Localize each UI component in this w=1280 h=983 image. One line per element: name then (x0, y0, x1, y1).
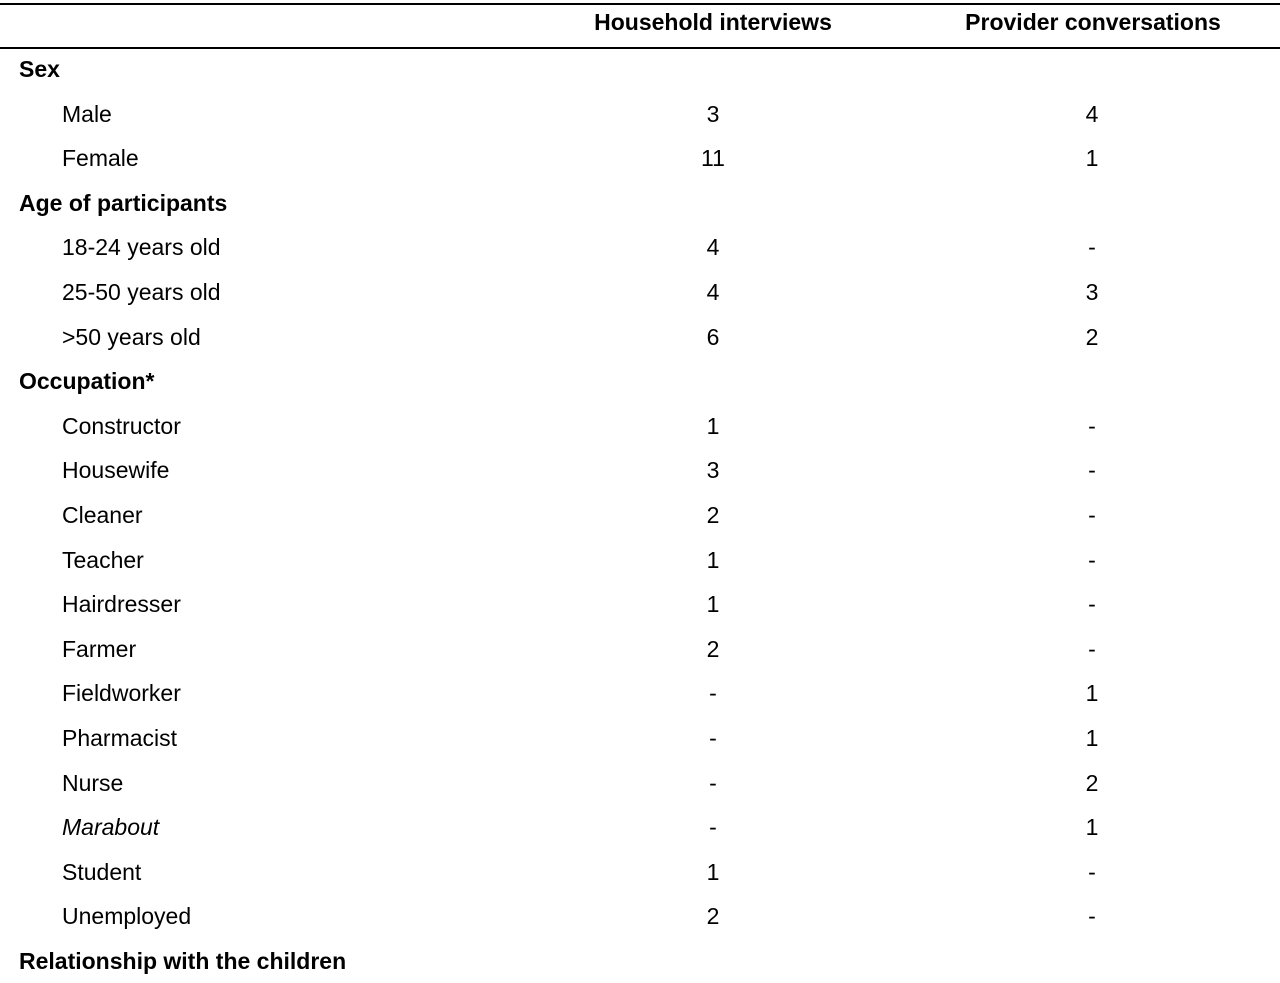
section-row-age (0, 181, 1280, 226)
provider-value: 1 (1085, 680, 1099, 707)
household-value: 3 (706, 457, 720, 484)
section-row-occupation (0, 359, 1280, 404)
row-label: Cleaner (62, 501, 143, 528)
row-label: 25-50 years old (62, 278, 221, 305)
household-value: - (709, 814, 717, 841)
provider-value: - (1088, 412, 1096, 439)
row-label: Sex (19, 56, 60, 82)
row-label: >50 years old (62, 323, 201, 350)
provider-value: - (1088, 635, 1096, 662)
table-row (0, 448, 1280, 493)
row-label: Student (62, 858, 142, 885)
row-label: Farmer (62, 635, 137, 662)
row-label: Fieldworker (62, 680, 181, 707)
table-row (0, 850, 1280, 895)
provider-value: - (1088, 457, 1096, 484)
row-label: Nurse (62, 769, 124, 796)
table-row (0, 894, 1280, 939)
column-header-provider: Provider conversations (965, 9, 1221, 35)
household-value: - (709, 724, 717, 751)
table-row (0, 627, 1280, 672)
row-label: Relationship with the children (19, 947, 347, 974)
table-row (0, 225, 1280, 270)
table-row (0, 270, 1280, 315)
row-label: Male (62, 100, 112, 127)
provider-value: - (1088, 501, 1096, 528)
household-value: - (709, 769, 717, 796)
household-value: 1 (706, 591, 720, 618)
provider-value: 2 (1085, 323, 1099, 350)
household-value: 1 (706, 858, 720, 885)
household-value: 6 (706, 323, 720, 350)
table-row (0, 538, 1280, 583)
provider-value: - (1088, 858, 1096, 885)
table-row (0, 716, 1280, 761)
provider-value: 1 (1085, 145, 1099, 172)
provider-value: - (1088, 903, 1096, 930)
household-value: - (709, 680, 717, 707)
row-label: Age of participants (19, 189, 228, 216)
provider-value: - (1088, 234, 1096, 261)
row-label: Hairdresser (62, 591, 181, 618)
provider-value: - (1088, 591, 1096, 618)
provider-value: 2 (1085, 769, 1099, 796)
table-row (0, 493, 1280, 538)
table-row (0, 92, 1280, 137)
top-rule (0, 3, 1280, 5)
provider-value: 1 (1085, 814, 1099, 841)
household-value: 1 (706, 546, 720, 573)
section-row-relationship (0, 939, 1280, 983)
row-label: Teacher (62, 546, 144, 573)
provider-value: 4 (1085, 100, 1099, 127)
row-label: Occupation* (19, 368, 155, 395)
row-label: Housewife (62, 457, 170, 484)
table-row (0, 315, 1280, 360)
section-row-sex (0, 47, 1280, 92)
table-row (0, 671, 1280, 716)
household-value: 4 (706, 278, 720, 305)
row-label: Marabout (62, 814, 160, 841)
table-row (0, 582, 1280, 627)
row-label: Unemployed (62, 903, 192, 930)
table-row (0, 404, 1280, 449)
household-value: 2 (706, 501, 720, 528)
row-label: 18-24 years old (62, 234, 221, 261)
household-value: 3 (706, 100, 720, 127)
household-value: 11 (701, 145, 725, 172)
table-row (0, 136, 1280, 181)
provider-value: 1 (1085, 724, 1099, 751)
provider-value: - (1088, 546, 1096, 573)
row-label: Pharmacist (62, 724, 178, 751)
table-row (0, 805, 1280, 850)
household-value: 1 (706, 412, 720, 439)
household-value: 4 (706, 234, 720, 261)
column-header-household: Household interviews (594, 9, 832, 35)
household-value: 2 (706, 903, 720, 930)
row-label: Constructor (62, 412, 181, 439)
provider-value: 3 (1085, 278, 1099, 305)
table-row (0, 761, 1280, 806)
table-body (0, 47, 1280, 983)
household-value: 2 (706, 635, 720, 662)
row-label: Female (62, 145, 139, 172)
